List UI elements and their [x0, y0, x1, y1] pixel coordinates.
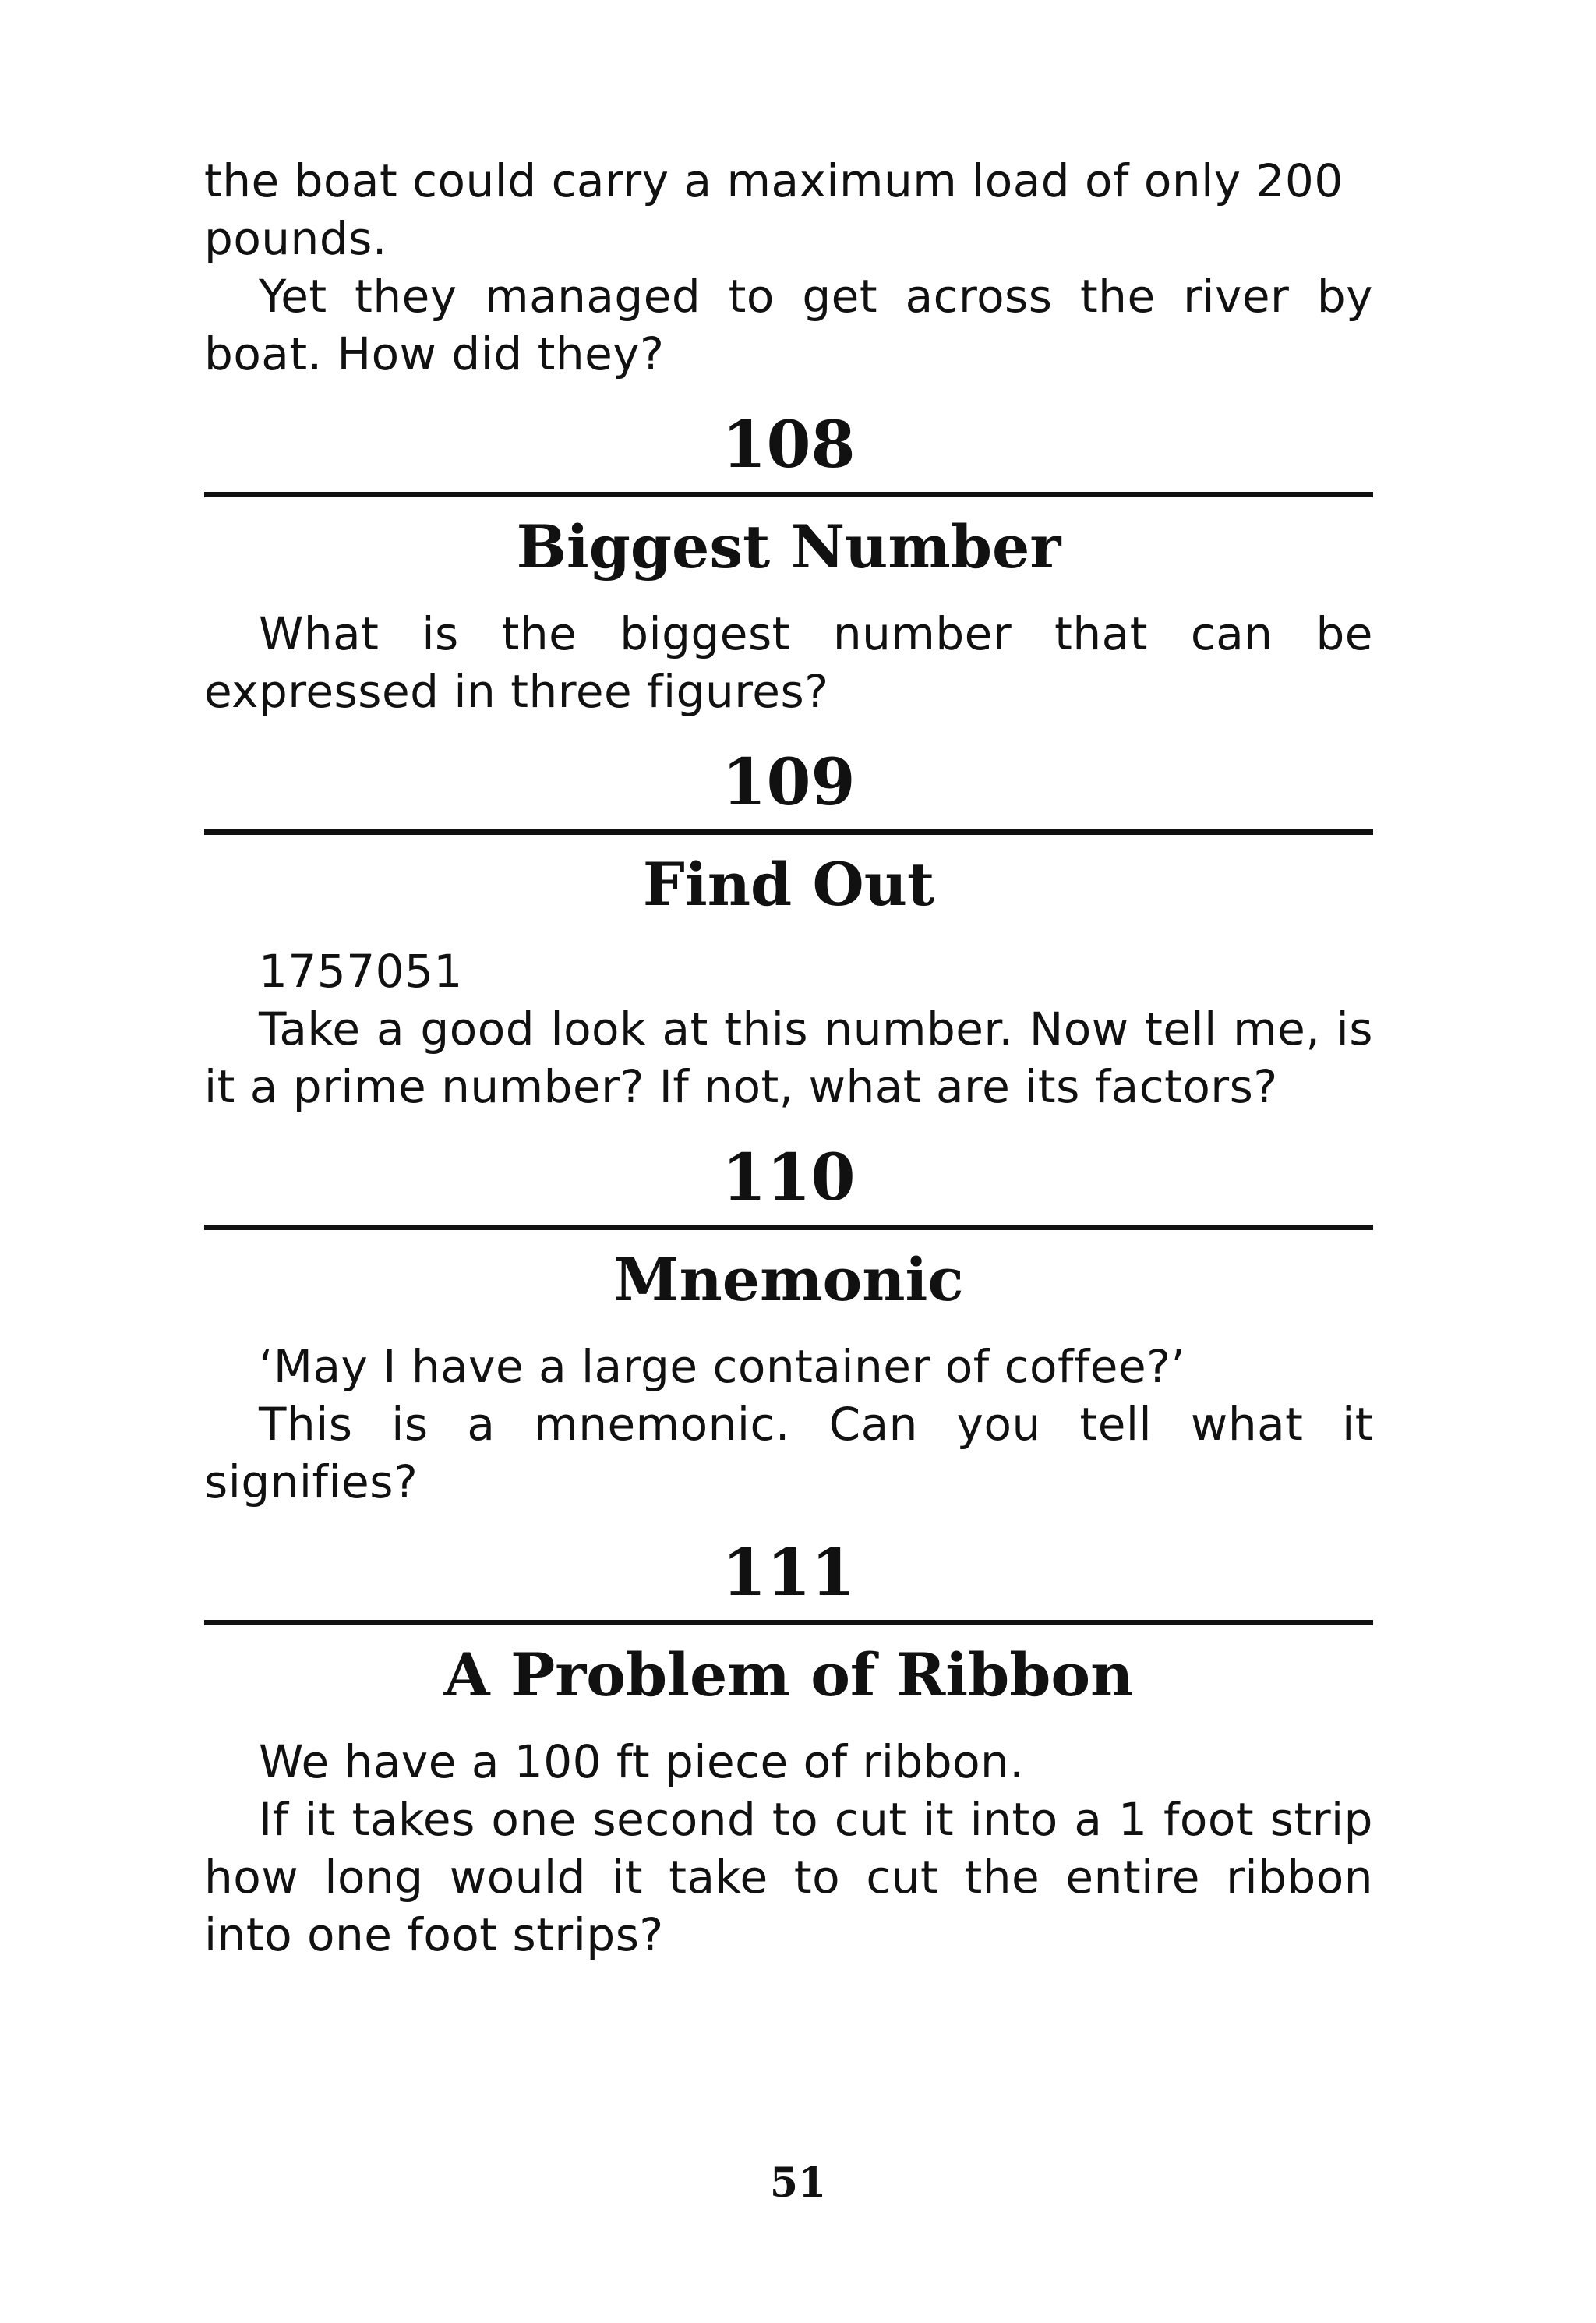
puzzle-109	[204, 744, 1373, 1116]
page-number: 51	[769, 2159, 827, 2207]
intro-paragraph: the boat could carry a maximum load of only 200 pounds.	[204, 154, 1344, 265]
divider	[204, 1225, 1373, 1230]
puzzle-title: Find Out	[642, 850, 935, 919]
puzzle-number: 108	[722, 408, 856, 483]
puzzle-paragraph: Take a good look at this number. Now tell me, is it a prime number? If not, what are its factors?	[204, 1002, 1373, 1113]
puzzle-number: 111	[722, 1536, 856, 1611]
puzzle-paragraph: What is the biggest number that can be expressed in three figures?	[204, 607, 1373, 718]
puzzle-110	[204, 1139, 1373, 1511]
puzzle-title: Biggest Number	[516, 512, 1061, 582]
puzzle-number: 109	[722, 745, 856, 820]
divider	[204, 492, 1373, 497]
intro-section	[204, 152, 1373, 383]
puzzle-number: 110	[722, 1140, 856, 1215]
puzzle-paragraph: If it takes one second to cut it into a 1 foot strip how long would it take to cut the entire ribbon into one foot strips?	[204, 1793, 1373, 1961]
puzzle-title: A Problem of Ribbon	[443, 1640, 1134, 1710]
puzzle-paragraph: ‘May I have a large container of coffee?’	[259, 1340, 1186, 1393]
puzzle-108	[204, 406, 1373, 720]
puzzle-111	[204, 1534, 1373, 1964]
puzzle-paragraph: 1757051	[259, 945, 463, 998]
intro-paragraph: Yet they managed to get across the river by boat. How did they?	[204, 270, 1373, 380]
puzzle-paragraph: This is a mnemonic. Can you tell what it signifies?	[204, 1398, 1373, 1508]
divider	[204, 829, 1373, 835]
puzzle-paragraph: We have a 100 ft piece of ribbon.	[259, 1735, 1025, 1788]
puzzle-title: Mnemonic	[613, 1245, 964, 1314]
page-content	[204, 152, 1373, 1964]
divider	[204, 1620, 1373, 1625]
